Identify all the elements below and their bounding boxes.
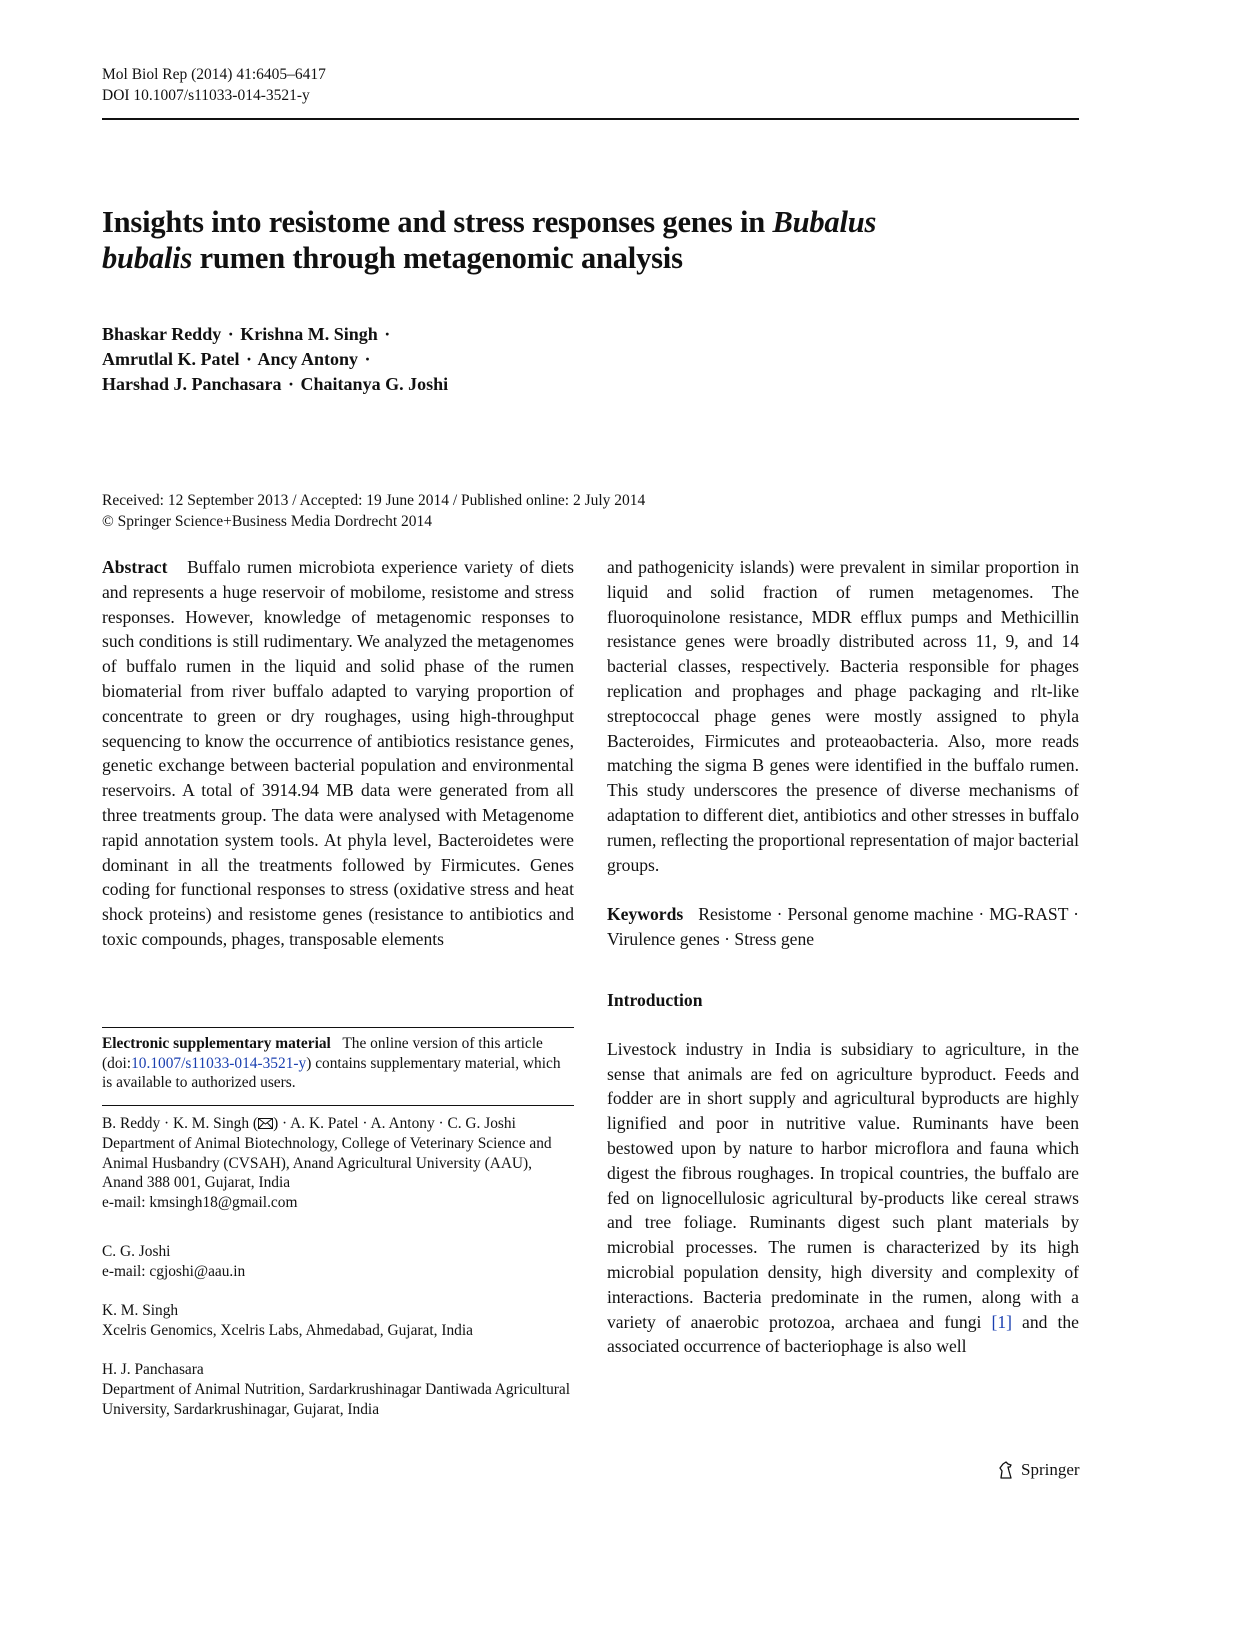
keywords-text: Resistome · Personal genome machine · MG-RAST · Virulence genes · Stress gene [607,904,1079,950]
keywords-label: Keywords [607,904,684,925]
author-separator: · [364,349,371,369]
affiliation-block [102,1301,574,1341]
abstract-label: Abstract [102,557,168,577]
affiliation-dept: Xcelris Genomics, Xcelris Labs, Ahmedabad, Gujarat, India [102,1321,473,1339]
affiliation-names: C. G. Joshi [102,1243,171,1260]
right-column [607,555,1079,1359]
springer-horse-icon [996,1460,1016,1480]
affiliation-block [102,1360,574,1419]
publisher-name: Springer [1021,1460,1080,1479]
journal-citation: Mol Biol Rep (2014) 41:6405–6417 [102,66,326,83]
author-name: Krishna M. Singh [240,324,378,344]
author-name: Amrutlal K. Patel [102,349,240,369]
affiliation-block [102,1242,574,1282]
author-separator: · [227,324,234,344]
citation-link[interactable]: [1] [991,1311,1012,1332]
esm-text-end: ) contains supplementary material, which is available to authorized users. [102,1054,561,1092]
intro-paragraph: Livestock industry in India is subsidiary to agriculture, in the sense that animals are fed on agriculture byproduct. Feeds and fodder are in short supply and agricultural byproducts are highly lignified and poor in nutritive value. Ruminants have been bestowed upon by nature to harbor microflora and fauna which digest the fibrous roughages. In tropical countries, the buffalo are fed on lignocellulosic agricultural by-products like cereal straws and tree foliage. Ruminants digest such plant materials by microbial processes. The rumen is characterized by its high microbial population density, high diversity and complexity of interactions. Bacteria predominate in the rumen, along with a variety of anaerobic protozoa, archaea and fungi [607,1038,1079,1332]
title-species-2: bubalis [102,241,193,275]
esm-label: Electronic supplementary material [102,1035,331,1052]
affiliation-dept: Department of Animal Biotechnology, College of Veterinary Science and Animal Husbandry (CVSAH), Anand Agricultural University (AAU), Anand 388 001, Gujarat, India [102,1134,552,1192]
author-separator: · [384,324,391,344]
copyright-line: © Springer Science+Business Media Dordrecht 2014 [102,512,433,530]
affiliation-names: H. J. Panchasara [102,1361,204,1378]
journal-header [102,64,326,106]
affiliation-email: e-mail: kmsingh18@gmail.com [102,1194,298,1212]
header-rule [102,118,1079,120]
section-heading-introduction: Introduction [607,989,703,1010]
affiliation-names: B. Reddy · K. M. Singh ( [102,1115,259,1132]
affiliation-rule [102,1105,574,1106]
keywords [607,902,1079,952]
publisher-logo [996,1460,1080,1480]
esm-note [102,1034,574,1093]
affiliation-names: K. M. Singh [102,1302,179,1319]
journal-doi: DOI 10.1007/s11033-014-3521-y [102,87,310,104]
envelope-icon [258,1118,273,1129]
title-text-1: Insights into resistome and stress responses genes in [102,205,773,239]
title-species-1: Bubalus [772,205,877,239]
intro-paragraph-end: and the associated occurrence of bacteriophage is also well [607,1311,1079,1357]
publication-dates [102,491,645,532]
affiliation-block [102,1114,574,1213]
abstract-left-column [102,555,574,952]
history-dates: Received: 12 September 2013 / Accepted: 19 June 2014 / Published online: 2 July 2014 [102,492,646,509]
author-list [102,322,448,397]
author-separator: · [245,349,252,369]
esm-doi-link[interactable]: 10.1007/s11033-014-3521-y [131,1054,307,1072]
author-name: Bhaskar Reddy [102,324,222,344]
affiliation-dept: Department of Animal Nutrition, Sardarkrushinagar Dantiwada Agricultural University, Sardarkrushinagar, Gujarat, India [102,1380,571,1418]
affiliation-email: e-mail: cgjoshi@aau.in [102,1262,246,1280]
abstract-continuation: and pathogenicity islands) were prevalent in similar proportion in liquid and solid fraction of rumen metagenomes. The fluoroquinolone resistance, MDR efflux pumps and Methicillin resistance genes were broadly distributed across 11, 9, and 14 bacterial classes, respectively. Bacteria responsible for phages replication and prophages and phage packaging and rlt-like streptococcal phage genes were mostly assigned to phyla Bacteroides, Firmicutes and proteaobacteria. Also, more reads matching the sigma B genes were identified in the buffalo rumen. This study underscores the presence of diverse mechanisms of adaptation to different diet, antibiotics and other stresses in buffalo rumen, reflecting the proportional representation of major bacterial groups. [607,557,1079,875]
author-separator: · [288,374,295,394]
article-title [102,204,1002,276]
author-name: Ancy Antony [257,349,359,369]
introduction-text [607,1037,1079,1359]
affiliation-names-end: ) · A. K. Patel · A. Antony · C. G. Joshi [273,1115,516,1132]
abstract-text: Buffalo rumen microbiota experience variety of diets and represents a huge reservoir of mobilome, resistome and stress responses. However, knowledge of metagenomic responses to such conditions is still rudimentary. We analyzed the metagenomes of buffalo rumen in the liquid and solid phase of the rumen biomaterial from river buffalo adapted to varying proportion of concentrate to green or dry roughages, using high-throughput sequencing to know the occurrence of antibiotics resistance genes, genetic exchange between bacterial population and environmental reservoirs. A total of 3914.94 MB data were generated from all three treatments group. The data were analysed with Metagenome rapid annotation system tools. At phyla level, Bacteroidetes were dominant in all the treatments followed by Firmicutes. Genes coding for functional responses to stress (oxidative stress and heat shock proteins) and resistome genes (resistance to antibiotics and toxic compounds, phages, transposable elements [102,557,574,949]
author-name: Chaitanya G. Joshi [300,374,449,394]
author-name: Harshad J. Panchasara [102,374,282,394]
title-text-2: rumen through metagenomic analysis [192,241,683,275]
footnote-rule [102,1027,574,1028]
esm-text: The online version of this article (doi: [102,1035,543,1072]
